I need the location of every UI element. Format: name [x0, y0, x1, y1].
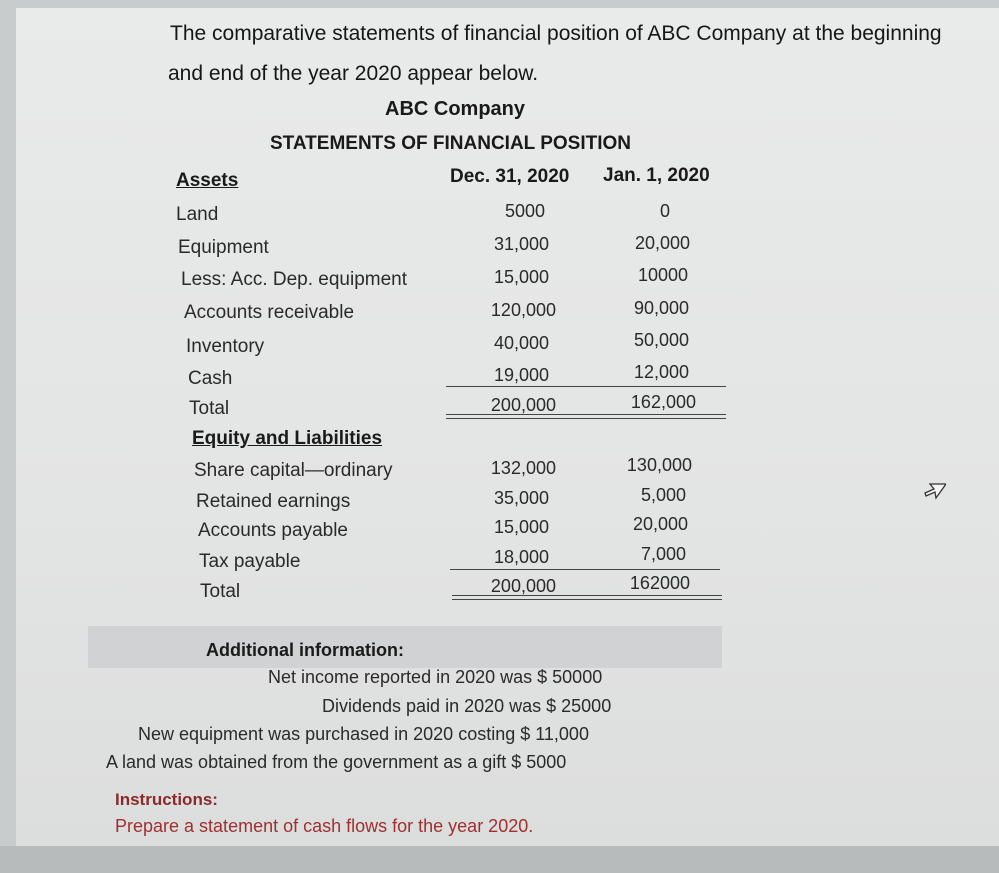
equity-label: Tax payable — [199, 551, 301, 572]
additional-info-heading: Additional information: — [206, 640, 404, 660]
equity-dec-value: 132,000 — [490, 458, 556, 478]
total-double-rule — [452, 595, 722, 600]
asset-dec-value: 19,000 — [493, 365, 549, 385]
equity-jan-value: 130,000 — [626, 455, 692, 475]
asset-dec-value: 31,000 — [493, 234, 549, 254]
intro-line-1: The comparative statements of financial position of ABC Company at the beginning — [170, 22, 942, 45]
asset-jan-value: 12,000 — [633, 362, 689, 382]
additional-info-line: Net income reported in 2020 was $ 50000 — [268, 667, 603, 687]
asset-dec-value: 40,000 — [493, 333, 549, 353]
equity-jan-value: 20,000 — [632, 514, 688, 534]
equity-total-dec: 200,000 — [490, 576, 556, 596]
asset-dec-value: 120,000 — [490, 300, 556, 320]
equity-label: Share capital—ordinary — [194, 460, 393, 481]
asset-label: Cash — [188, 368, 233, 389]
total-double-rule — [446, 414, 726, 419]
asset-total-label: Total — [189, 398, 230, 419]
asset-jan-value: 0 — [659, 201, 670, 221]
equity-dec-value: 18,000 — [493, 547, 549, 567]
asset-label: Land — [176, 204, 219, 225]
equity-total-label: Total — [200, 581, 241, 602]
asset-total-dec: 200,000 — [490, 395, 556, 415]
dec-column-header: Dec. 31, 2020 — [450, 166, 570, 187]
assets-heading: Assets — [176, 170, 239, 191]
mouse-pointer-icon — [924, 478, 946, 509]
additional-info-line: Dividends paid in 2020 was $ 25000 — [322, 696, 612, 716]
statement-title: STATEMENTS OF FINANCIAL POSITION — [270, 133, 631, 154]
asset-dec-value: 15,000 — [493, 267, 549, 287]
equity-jan-value: 5,000 — [640, 485, 686, 505]
equity-dec-value: 15,000 — [493, 517, 549, 537]
equity-heading: Equity and Liabilities — [192, 428, 383, 449]
instructions-heading: Instructions: — [115, 790, 218, 809]
jan-column-header: Jan. 1, 2020 — [603, 165, 710, 186]
screen-bottom-edge — [0, 846, 999, 873]
subtotal-rule — [450, 569, 720, 570]
instructions-text: Prepare a statement of cash flows for the year 2020. — [115, 816, 534, 836]
asset-jan-value: 90,000 — [633, 298, 689, 318]
equity-label: Accounts payable — [198, 520, 348, 541]
asset-label: Less: Acc. Dep. equipment — [181, 269, 408, 290]
additional-info-line: A land was obtained from the government as a gift $ 5000 — [106, 752, 567, 772]
asset-label: Inventory — [186, 336, 265, 357]
intro-line-2: and end of the year 2020 appear below. — [168, 62, 539, 85]
asset-jan-value: 20,000 — [634, 233, 690, 253]
additional-info-band — [88, 626, 722, 668]
equity-jan-value: 7,000 — [640, 544, 686, 564]
subtotal-rule — [446, 386, 726, 387]
equity-label: Retained earnings — [196, 491, 351, 512]
equity-dec-value: 35,000 — [493, 488, 549, 508]
asset-label: Accounts receivable — [184, 302, 355, 323]
asset-total-jan: 162,000 — [630, 392, 696, 412]
asset-jan-value: 50,000 — [633, 330, 689, 350]
asset-jan-value: 10000 — [637, 265, 688, 285]
equity-total-jan: 162000 — [629, 573, 690, 593]
additional-info-line: New equipment was purchased in 2020 costing $ 11,000 — [138, 724, 589, 744]
company-name: ABC Company — [385, 98, 526, 120]
asset-label: Equipment — [178, 237, 269, 258]
asset-dec-value: 5000 — [504, 201, 545, 221]
